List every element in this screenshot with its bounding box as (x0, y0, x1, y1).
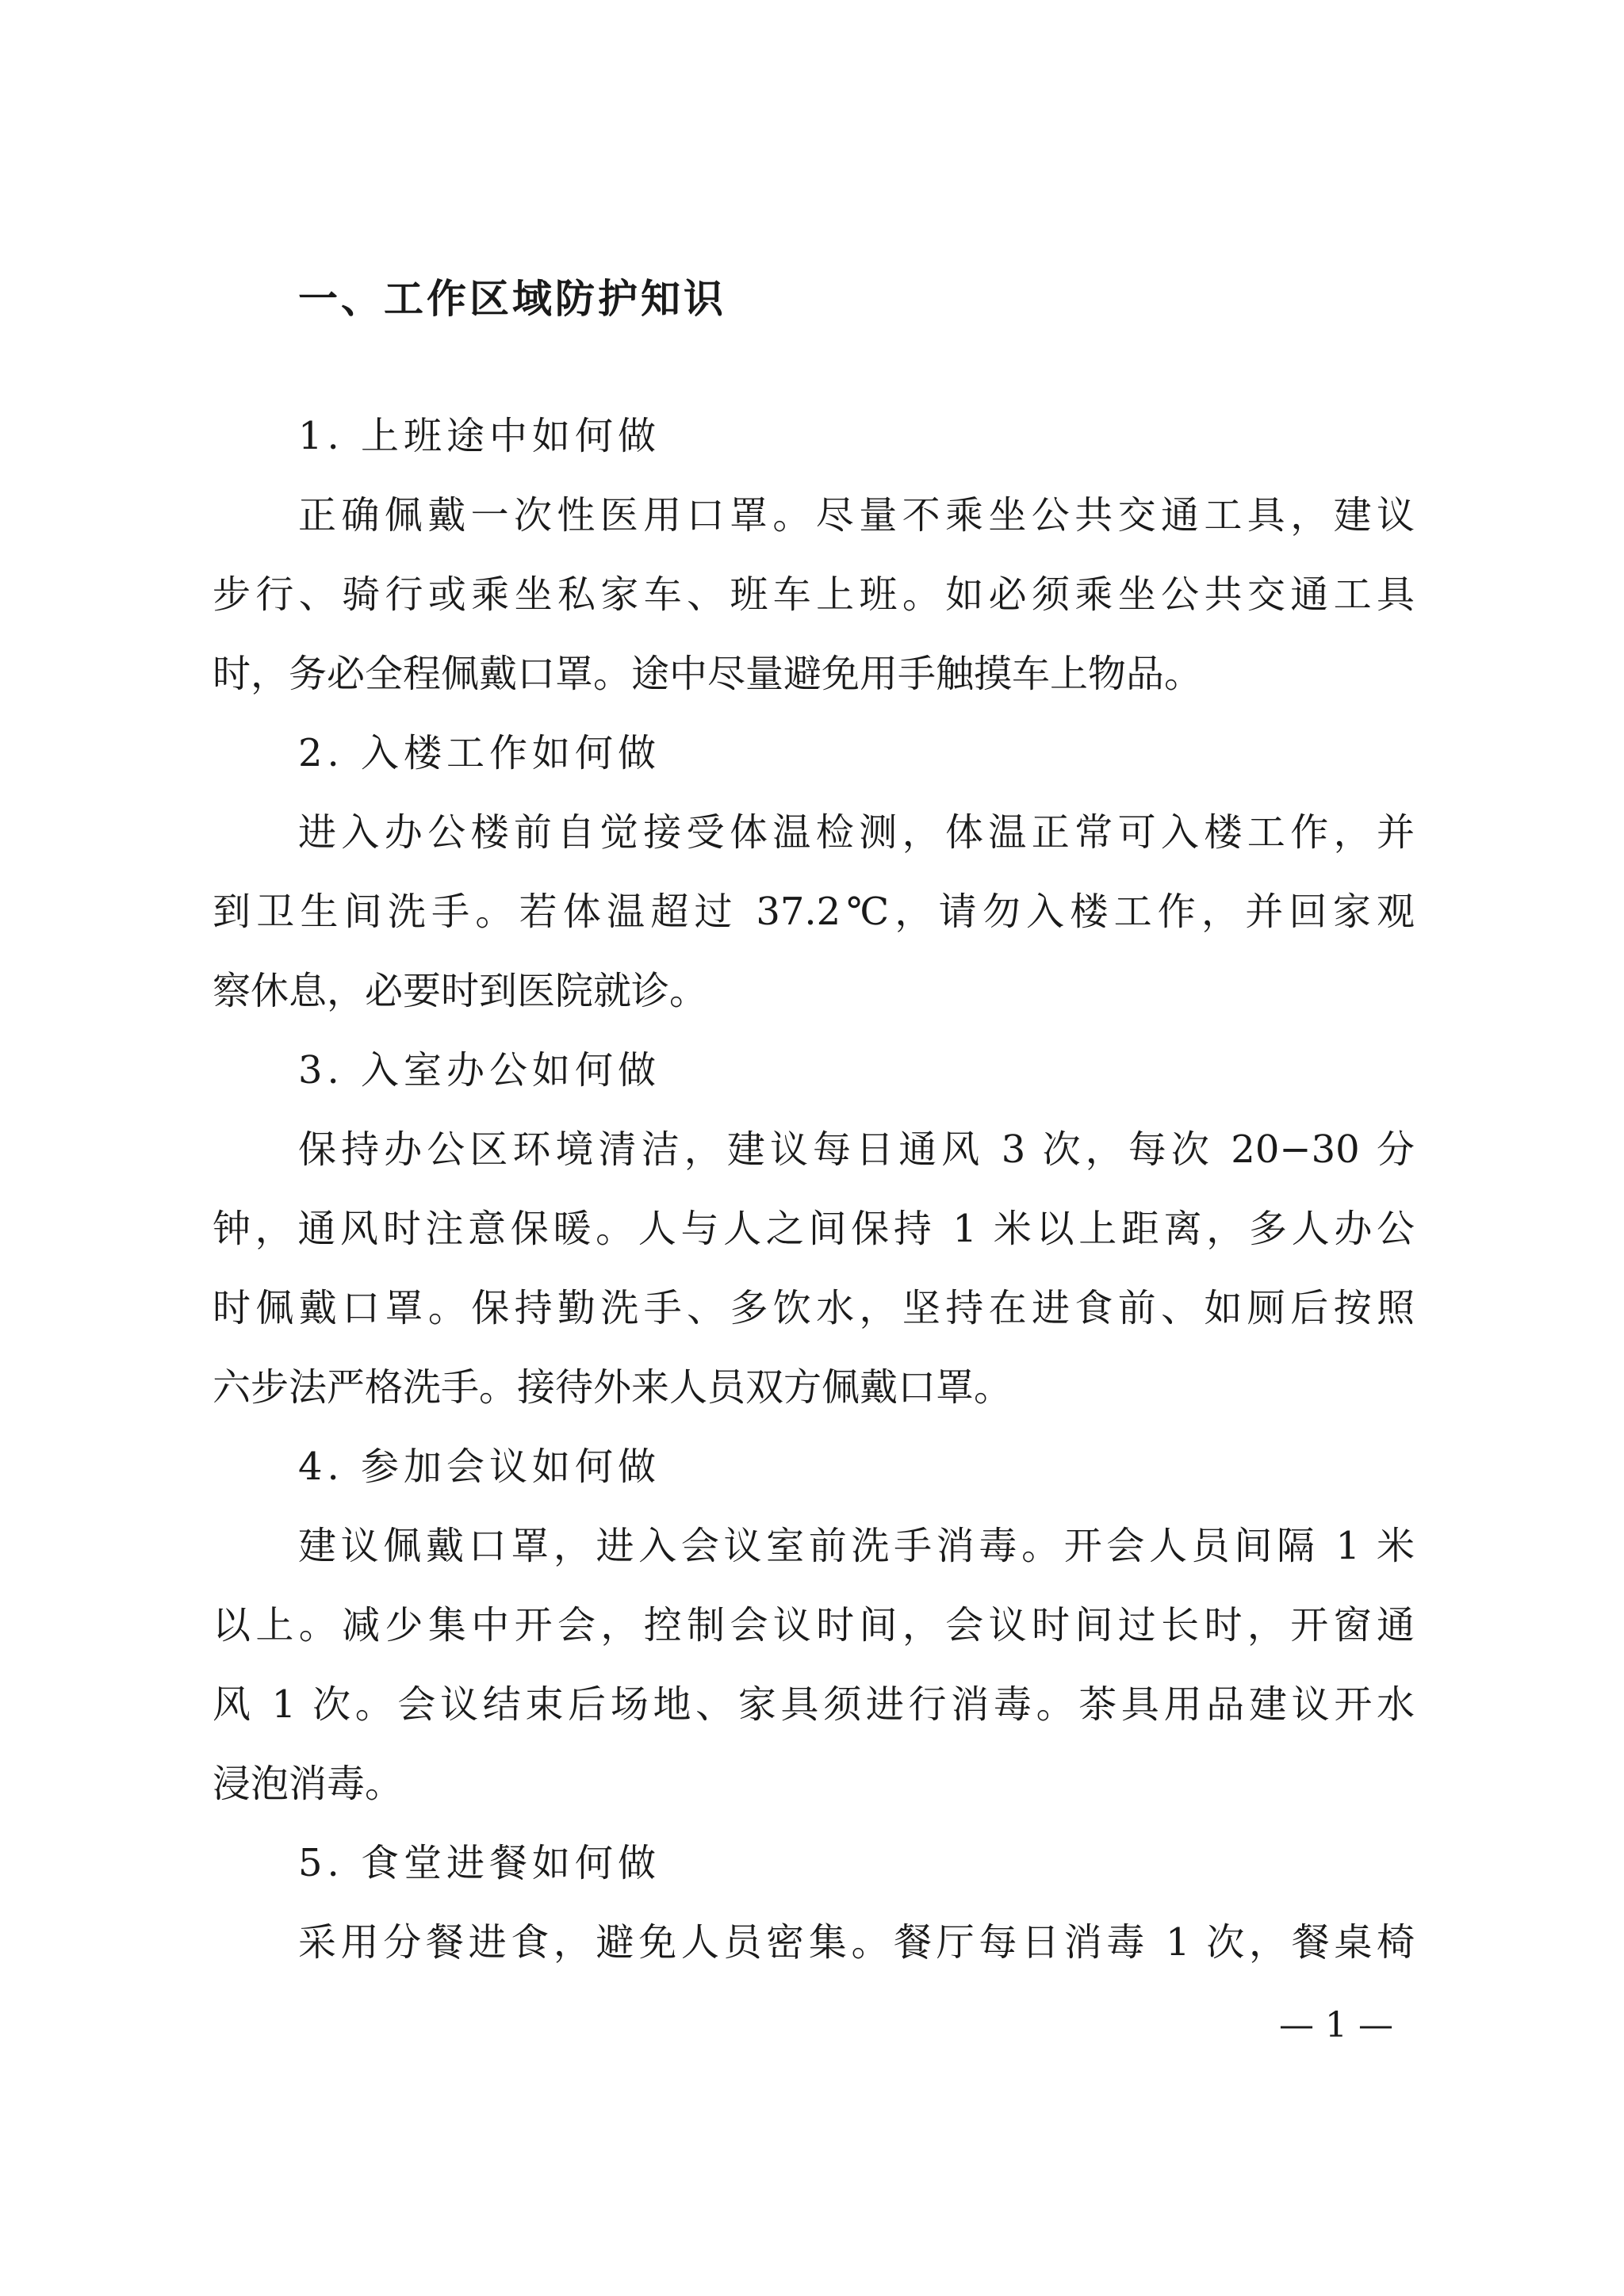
paragraph-line: 察休息，必要时到医院就诊。 (213, 969, 708, 1013)
subsection-title-4: 4. 参加会议如何做 (298, 1445, 661, 1489)
paragraph-4 (213, 1506, 1415, 1823)
paragraph-line: 六步法严格洗手。接待外来人员双方佩戴口罩。 (213, 1365, 1013, 1410)
paragraph-line: 进入办公楼前自觉接受体温检测，体温正常可入楼工作，并 (298, 810, 1415, 855)
paragraph-line: 风 1 次。会议结束后场地、家具须进行消毒。茶具用品建议开水 (213, 1682, 1415, 1727)
paragraph-line: 时，务必全程佩戴口罩。途中尽量避免用手触摸车上物品。 (213, 652, 1203, 696)
paragraph-5 (213, 1903, 1415, 1982)
subsection-title-5: 5. 食堂进餐如何做 (298, 1841, 661, 1885)
document-body (213, 396, 1415, 1982)
paragraph-line: 建议佩戴口罩，进入会议室前洗手消毒。开会人员间隔 1 米 (298, 1524, 1415, 1568)
section-heading: 一、工作区域防护知识 (298, 276, 726, 322)
subsection-title-3: 3. 入室办公如何做 (298, 1048, 661, 1093)
paragraph-1 (213, 476, 1415, 714)
paragraph-line: 以上。减少集中开会，控制会议时间，会议时间过长时，开窗通 (213, 1603, 1415, 1647)
paragraph-line: 时佩戴口罩。保持勤洗手、多饮水，坚持在进食前、如厕后按照 (213, 1286, 1415, 1330)
paragraph-line: 步行、骑行或乘坐私家车、班车上班。如必须乘坐公共交通工具 (213, 572, 1415, 617)
paragraph-3 (213, 1110, 1415, 1427)
paragraph-line: 浸泡消毒。 (213, 1762, 404, 1806)
subsection-title-1: 1. 上班途中如何做 (298, 414, 661, 458)
paragraph-line: 保持办公区环境清洁，建议每日通风 3 次，每次 20−30 分 (298, 1127, 1415, 1172)
paragraph-line: 钟，通风时注意保暖。人与人之间保持 1 米以上距离，多人办公 (213, 1207, 1415, 1251)
paragraph-line: 采用分餐进食，避免人员密集。餐厅每日消毒 1 次，餐桌椅 (298, 1920, 1415, 1965)
subsection-title-2: 2. 入楼工作如何做 (298, 731, 661, 775)
paragraph-line: 正确佩戴一次性医用口罩。尽量不乘坐公共交通工具，建议 (298, 493, 1415, 538)
paragraph-line: 到卫生间洗手。若体温超过 37.2℃，请勿入楼工作，并回家观 (213, 890, 1415, 934)
paragraph-2 (213, 793, 1415, 1031)
page-number: — 1 — (1279, 2005, 1393, 2045)
